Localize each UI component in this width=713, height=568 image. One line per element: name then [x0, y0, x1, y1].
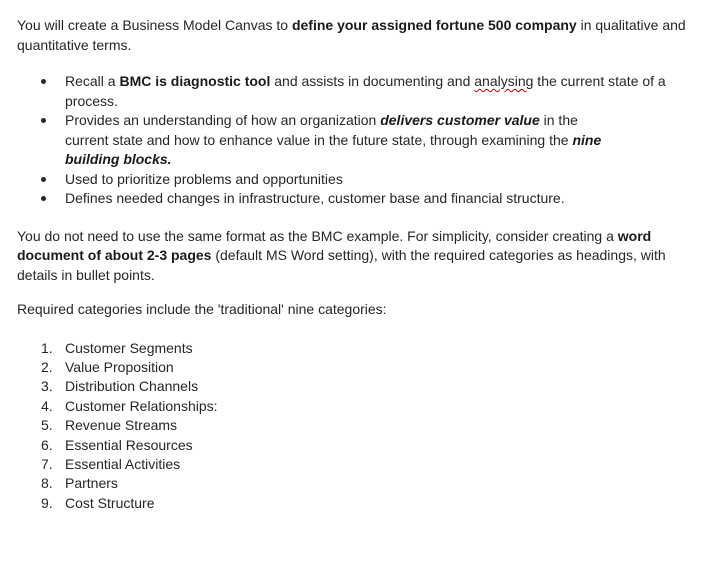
list-item: [17, 436, 697, 455]
bullet-dot-icon: [41, 177, 46, 182]
list-item: [17, 358, 697, 377]
list-item: [17, 455, 697, 474]
format-text-1: You do not need to use the same format as the BMC example. For simplicity, consider creating a: [17, 227, 618, 244]
list-number: 2.: [41, 358, 53, 375]
list-label: Partners: [65, 475, 118, 492]
format-text-2: (default MS Word setting), with the required categories as headings, with details in bullet points.: [17, 247, 666, 283]
intro-text-1: You will create a Business Model Canvas to: [17, 17, 292, 33]
intro-bold: define your assigned fortune 500 company: [291, 17, 577, 33]
list-number: 6.: [41, 436, 53, 453]
list-number: 7.: [41, 455, 53, 472]
intro-text-2: in qualitative and quantitative terms.: [17, 17, 686, 53]
bullet-1-bold: BMC is diagnostic tool: [119, 73, 271, 89]
bullet-item: [17, 111, 697, 170]
list-item: [17, 474, 697, 493]
bullet-item: [17, 170, 697, 190]
list-label: Customer Relationships:: [65, 397, 218, 414]
bullet-3-text: Used to prioritize problems and opportunities: [65, 170, 343, 187]
bullet-2-wrap: [65, 111, 625, 170]
list-label: Distribution Channels: [65, 378, 199, 395]
bullet-item: [17, 72, 697, 111]
bullet-dot-icon: [41, 196, 46, 201]
list-label: Revenue Streams: [65, 417, 178, 434]
bullet-dot-icon: [41, 79, 46, 84]
bullet-2-bold-italic-1: delivers customer value: [380, 112, 540, 128]
list-number: 4.: [41, 397, 53, 414]
list-item: [17, 494, 697, 513]
categories-intro: Required categories include the 'traditional' nine categories:: [17, 301, 387, 317]
list-number: 8.: [41, 475, 53, 492]
bullet-2-text-1: Provides an understanding of how an organization: [65, 112, 381, 128]
list-label: Customer Segments: [65, 339, 193, 356]
bullet-item: [17, 189, 697, 209]
spellcheck-word[interactable]: analysing: [474, 73, 534, 89]
list-item: [17, 339, 697, 358]
list-label: Essential Activities: [65, 455, 181, 472]
bullet-1-text-2: and assists in documenting and: [270, 73, 475, 89]
intro-paragraph: [17, 16, 697, 55]
list-number: 1.: [41, 339, 53, 356]
list-label: Cost Structure: [65, 494, 155, 511]
list-label: Value Proposition: [65, 358, 174, 375]
list-number: 5.: [41, 417, 53, 434]
list-item: [17, 416, 697, 435]
bmc-bullet-list: [17, 72, 697, 209]
list-label: Essential Resources: [65, 436, 193, 453]
bullet-1-text-1: Recall a: [65, 73, 120, 89]
bullet-4-text: Defines needed changes in infrastructure, customer base and financial structure.: [65, 190, 565, 206]
bullet-dot-icon: [41, 118, 46, 123]
list-number: 9.: [41, 494, 53, 511]
document-body: [17, 16, 697, 513]
bullet-2-bold-italic-2: nine building blocks.: [65, 131, 602, 167]
format-paragraph: [17, 227, 697, 286]
list-item: [17, 397, 697, 416]
bullet-1-text-3: the current state of a process.: [65, 73, 666, 109]
list-item: [17, 377, 697, 396]
format-bold: word document of about 2-3 pages: [17, 227, 652, 263]
categories-list: [17, 339, 697, 514]
list-number: 3.: [41, 378, 53, 395]
bullet-2-text-2: in the current state and how to enhance value in the future state, through examining the: [65, 112, 578, 148]
